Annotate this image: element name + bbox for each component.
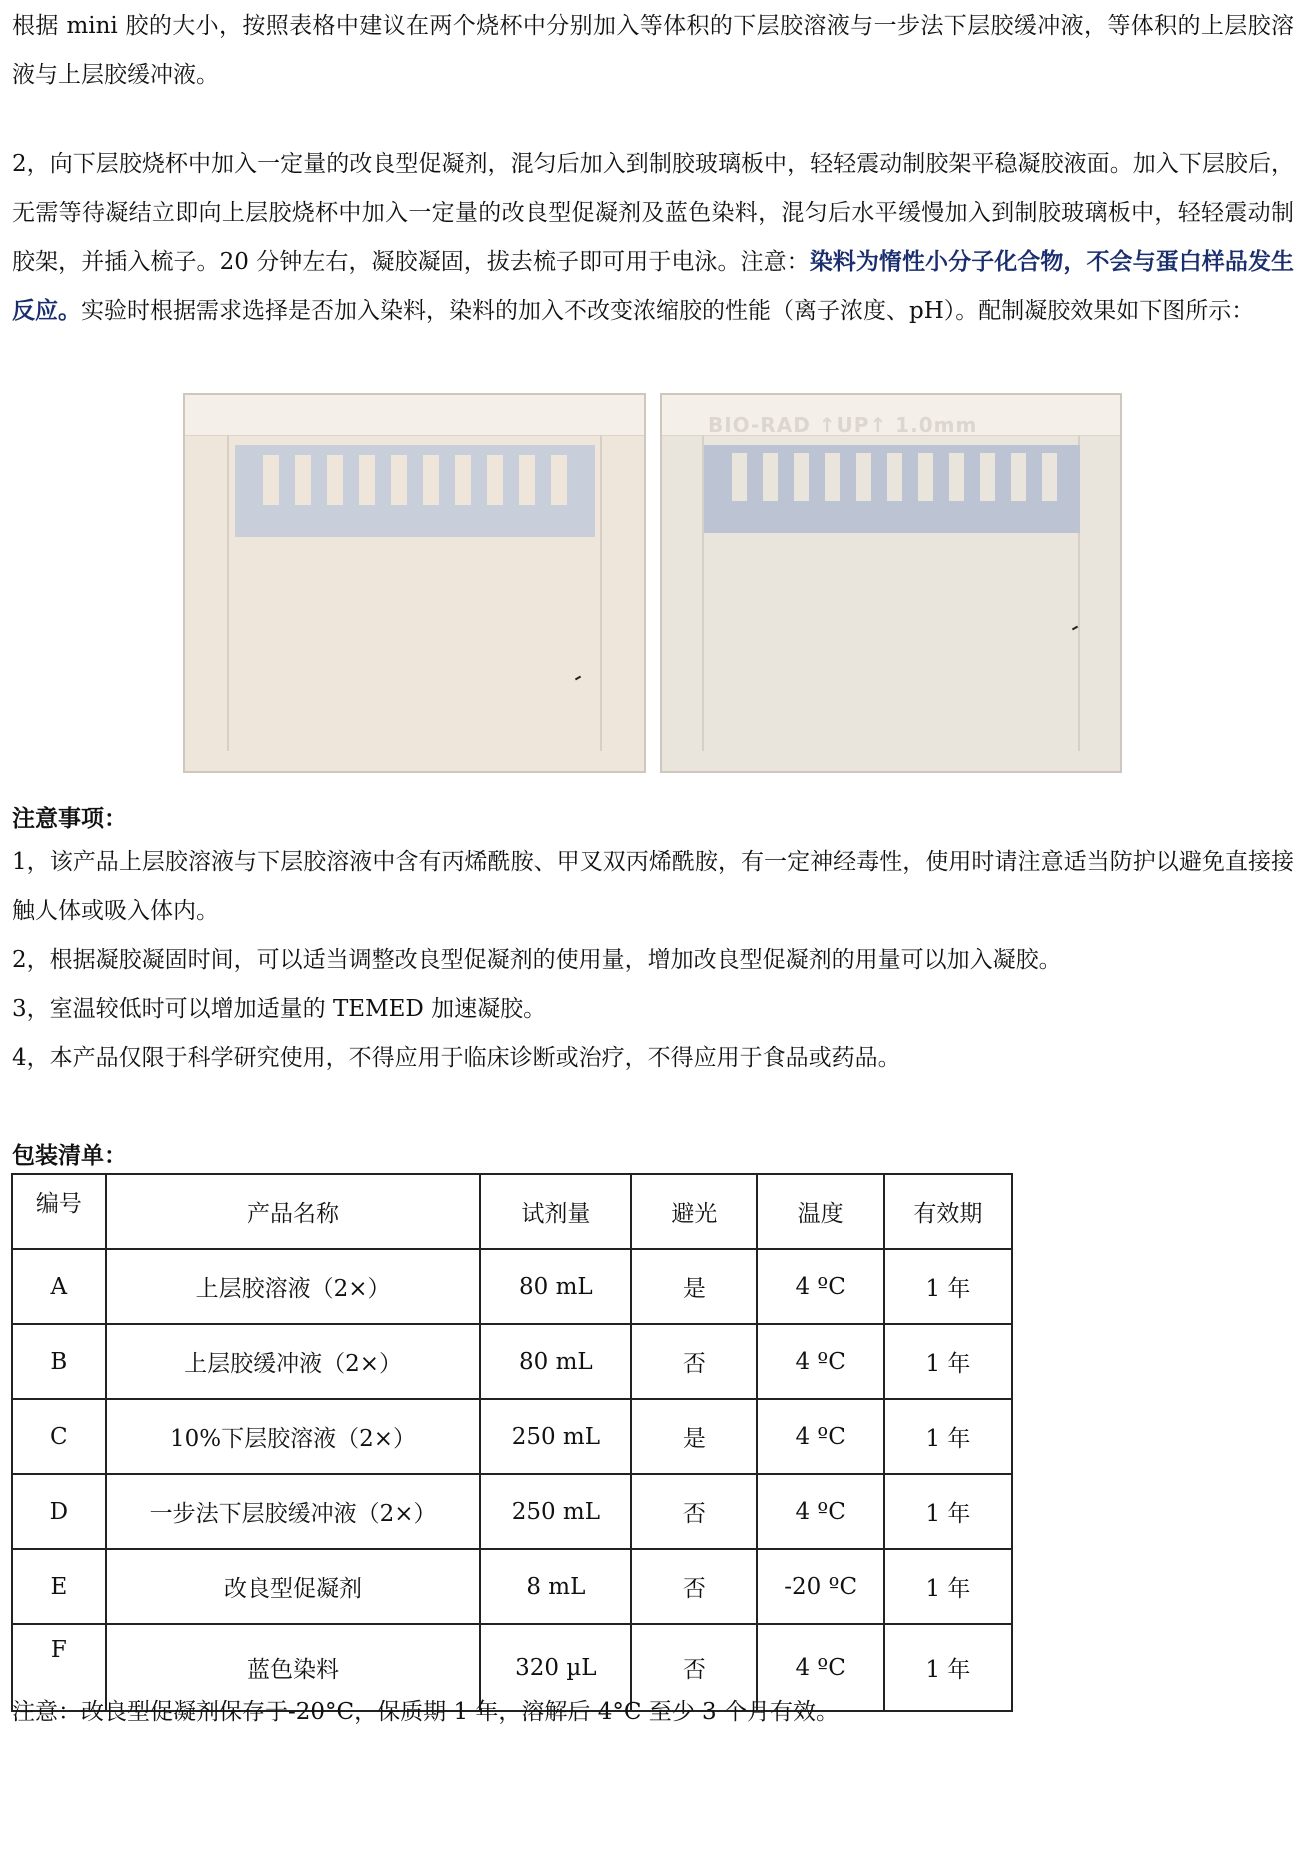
- step2-emphasis: 染料为惰性小分子化合物，不会与蛋白样品发生反应。: [12, 249, 1295, 324]
- cell-product-name: 蓝色染料: [106, 1624, 481, 1711]
- cell-light-protect: 是: [631, 1399, 757, 1474]
- cell-product-name: 上层胶溶液（2×）: [106, 1249, 481, 1324]
- packing-heading: 包装清单：: [12, 1143, 127, 1169]
- comb-well: [263, 455, 279, 505]
- step2-text-after: 实验时根据需求选择是否加入染料，染料的加入不改变浓缩胶的性能（离子浓度、pH）。配制凝胶效果如下图所示：: [81, 298, 1255, 324]
- cell-number: F: [12, 1624, 106, 1711]
- cell-temperature: 4 ºC: [757, 1474, 883, 1549]
- cell-volume: 250 mL: [480, 1474, 631, 1549]
- packing-footnote: 注意：改良型促凝剂保存于-20°C，保质期 1 年，溶解后 4°C 至少 3 个月有效。: [12, 1699, 840, 1725]
- comb-well: [551, 455, 567, 505]
- cell-temperature: 4 ºC: [757, 1399, 883, 1474]
- gel-photo-left: [183, 393, 646, 773]
- cell-light-protect: 否: [631, 1324, 757, 1399]
- table-row: [12, 1324, 1012, 1399]
- cell-shelf-life: 1 年: [884, 1549, 1012, 1624]
- note-item-2: 2，根据凝胶凝固时间，可以适当调整改良型促凝剂的使用量，增加改良型促凝剂的用量可以加入凝胶。: [12, 947, 1062, 973]
- cell-number: C: [12, 1399, 106, 1474]
- comb-well: [423, 455, 439, 505]
- cell-shelf-life: 1 年: [884, 1474, 1012, 1549]
- cell-shelf-life: 1 年: [884, 1324, 1012, 1399]
- header-shelf-life: 有效期: [884, 1174, 1012, 1249]
- gel-spacer-right: [600, 435, 602, 751]
- comb-well: [487, 455, 503, 505]
- cell-temperature: 4 ºC: [757, 1324, 883, 1399]
- gel-plate-brand: BIO-RAD ↑UP↑ 1.0mm: [708, 413, 978, 437]
- header-number: 编号: [12, 1174, 106, 1249]
- cell-volume: 80 mL: [480, 1249, 631, 1324]
- table-header-row: [12, 1174, 1012, 1249]
- comb-well: [732, 453, 747, 501]
- comb-well: [856, 453, 871, 501]
- step2-paragraph: [12, 140, 1294, 336]
- comb-well: [825, 453, 840, 501]
- table-row: [12, 1549, 1012, 1624]
- gel-photo-right: [660, 393, 1122, 773]
- comb-well: [327, 455, 343, 505]
- cell-number: D: [12, 1474, 106, 1549]
- cell-light-protect: 否: [631, 1474, 757, 1549]
- cell-light-protect: 是: [631, 1249, 757, 1324]
- cell-volume: 80 mL: [480, 1324, 631, 1399]
- table-row: [12, 1249, 1012, 1324]
- cell-temperature: 4 ºC: [757, 1249, 883, 1324]
- cell-volume: 250 mL: [480, 1399, 631, 1474]
- stacking-gel-band: [235, 445, 595, 537]
- comb-well: [1042, 453, 1057, 501]
- cell-number: B: [12, 1324, 106, 1399]
- intro-paragraph: 根据 mini 胶的大小，按照表格中建议在两个烧杯中分别加入等体积的下层胶溶液与一步法下层胶缓冲液，等体积的上层胶溶液与上层胶缓冲液。: [12, 13, 1294, 88]
- comb-well: [519, 455, 535, 505]
- cell-product-name: 改良型促凝剂: [106, 1549, 481, 1624]
- comb-well: [295, 455, 311, 505]
- cell-product-name: 上层胶缓冲液（2×）: [106, 1324, 481, 1399]
- comb-well: [455, 455, 471, 505]
- comb-well: [980, 453, 995, 501]
- cell-light-protect: 否: [631, 1549, 757, 1624]
- comb-well: [794, 453, 809, 501]
- comb-well: [918, 453, 933, 501]
- table-row: [12, 1474, 1012, 1549]
- note-item-3: 3，室温较低时可以增加适量的 TEMED 加速凝胶。: [12, 996, 547, 1022]
- notes-heading: 注意事项：: [12, 806, 127, 832]
- cell-shelf-life: 1 年: [884, 1399, 1012, 1474]
- comb-well: [391, 455, 407, 505]
- comb-well: [887, 453, 902, 501]
- cell-number: A: [12, 1249, 106, 1324]
- note-item-1: 1，该产品上层胶溶液与下层胶溶液中含有丙烯酰胺、甲叉双丙烯酰胺，有一定神经毒性，使用时请注意适当防护以避免直接接触人体或吸入体内。: [12, 849, 1294, 924]
- cell-product-name: 10%下层胶溶液（2×）: [106, 1399, 481, 1474]
- cell-temperature: -20 ºC: [757, 1549, 883, 1624]
- header-volume: 试剂量: [480, 1174, 631, 1249]
- packing-table: [11, 1173, 1013, 1712]
- header-light-protect: 避光: [631, 1174, 757, 1249]
- comb-well: [1011, 453, 1026, 501]
- cell-volume: 8 mL: [480, 1549, 631, 1624]
- gel-plate-top: [185, 395, 644, 436]
- comb-well: [949, 453, 964, 501]
- header-temperature: 温度: [757, 1174, 883, 1249]
- comb-well: [763, 453, 778, 501]
- cell-product-name: 一步法下层胶缓冲液（2×）: [106, 1474, 481, 1549]
- table-row: [12, 1399, 1012, 1474]
- comb-well: [359, 455, 375, 505]
- cell-temperature: 4 ºC: [757, 1624, 883, 1711]
- header-product-name: 产品名称: [106, 1174, 481, 1249]
- note-item-4: 4，本产品仅限于科学研究使用，不得应用于临床诊断或治疗，不得应用于食品或药品。: [12, 1045, 901, 1071]
- cell-volume: 320 µL: [480, 1624, 631, 1711]
- step2-text-before: 2，向下层胶烧杯中加入一定量的改良型促凝剂，混匀后加入到制胶玻璃板中，轻轻震动制胶架平稳凝胶液面。加入下层胶后，无需等待凝结立即向上层胶烧杯中加入一定量的改良型促凝剂及蓝色染料，混匀后水平缓慢加入到制胶玻璃板中，轻轻震动制胶架，并插入梳子。20 分钟左右，凝胶凝固，拔去梳子即可用于电泳。注意：: [12, 151, 1294, 275]
- cell-shelf-life: 1 年: [884, 1249, 1012, 1324]
- cell-shelf-life: 1 年: [884, 1624, 1012, 1711]
- gel-mark: [575, 676, 581, 681]
- cell-light-protect: 否: [631, 1624, 757, 1711]
- cell-number: E: [12, 1549, 106, 1624]
- gel-spacer-left: [227, 435, 229, 751]
